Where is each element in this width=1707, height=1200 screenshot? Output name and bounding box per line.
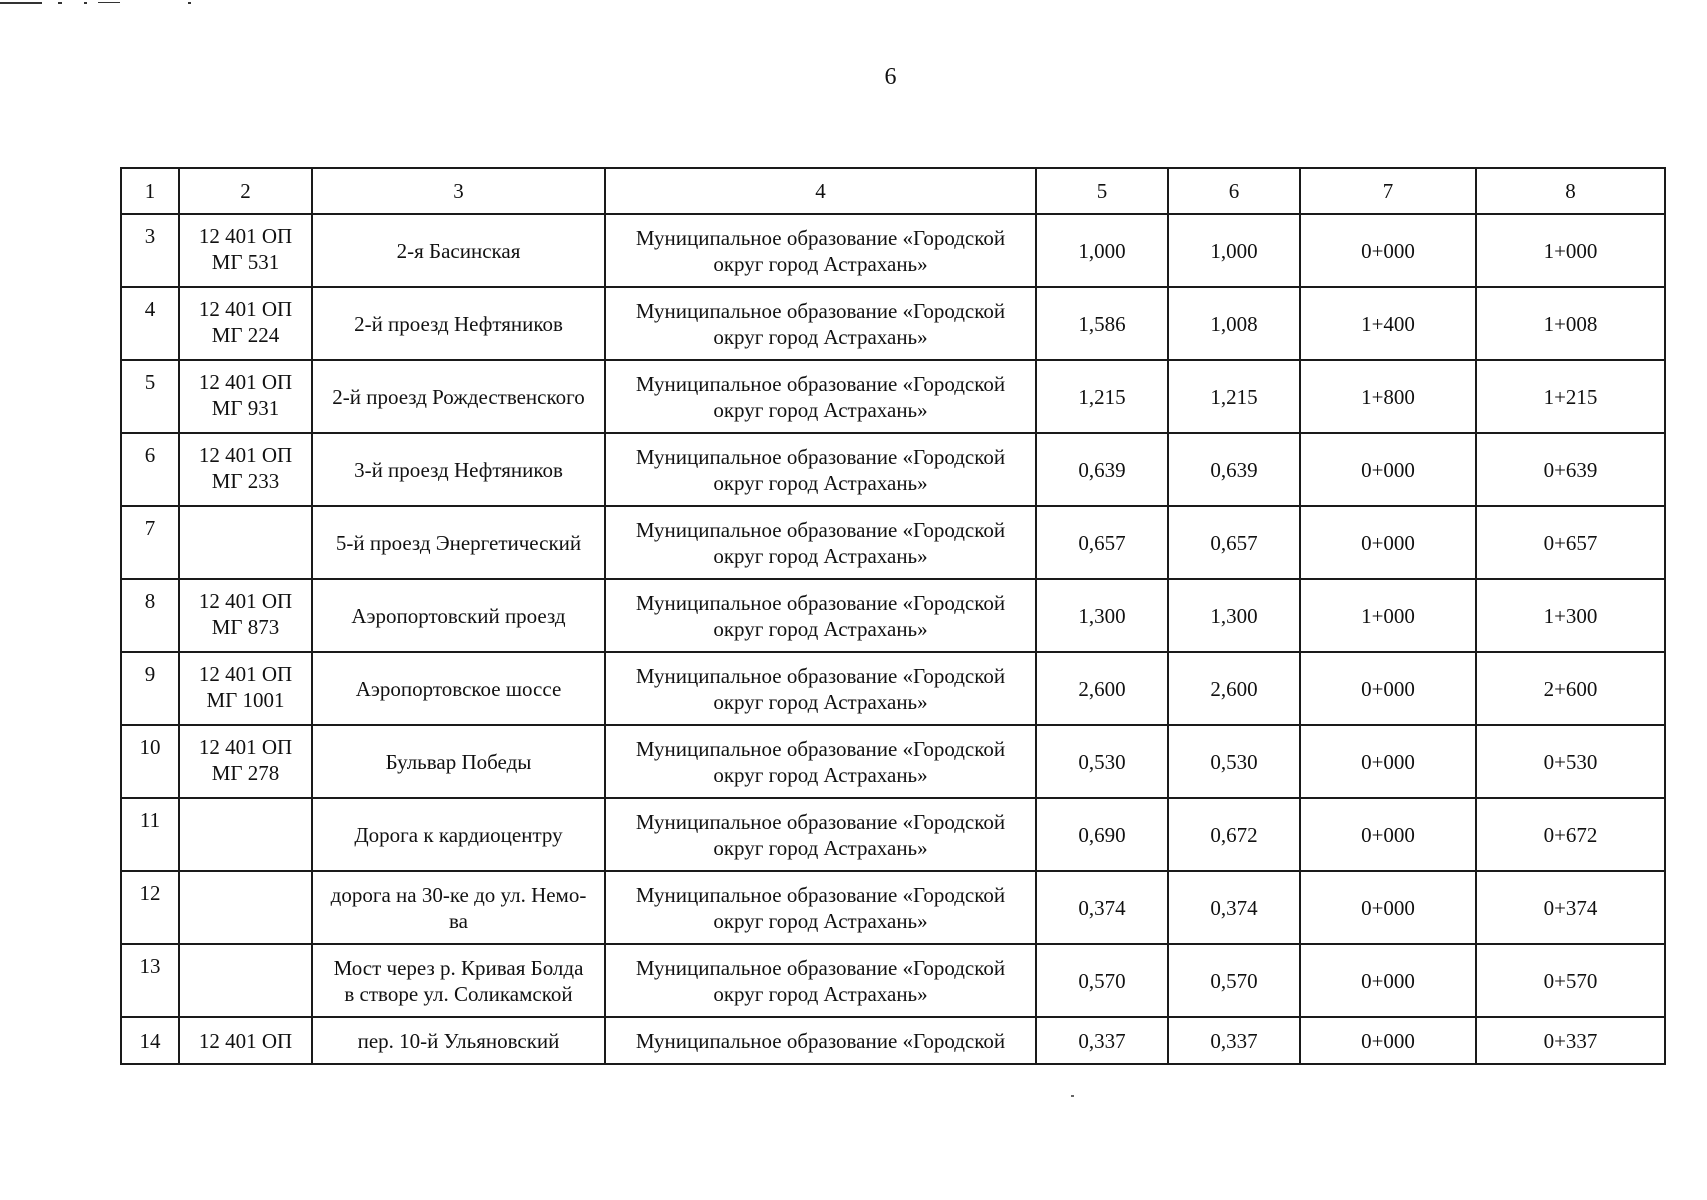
road-code-line: МГ 531 [211, 250, 280, 274]
column-header: 7 [1300, 168, 1476, 214]
road-code-line: 12 401 ОП [198, 1028, 293, 1053]
owner-line: Муниципальное образование «Городской [635, 1028, 1006, 1053]
road-name-line: пер. 10-й Ульяновский [357, 1028, 560, 1053]
road-code-cell [179, 506, 312, 579]
road-name-cell [312, 798, 605, 871]
owner-line: Муниципальное образование «Городской [635, 955, 1006, 980]
road-name-line: 5-й проезд Энергетический [335, 530, 582, 555]
road-name-cell [312, 287, 605, 360]
end-km-cell: 2+600 [1476, 652, 1665, 725]
length-total-cell: 0,337 [1036, 1017, 1168, 1064]
road-name-cell [312, 652, 605, 725]
end-km-cell: 1+000 [1476, 214, 1665, 287]
owner-cell [605, 579, 1036, 652]
page-number: 6 [884, 64, 897, 90]
owner-line: округ город Астрахань» [713, 835, 928, 860]
owner-line: Муниципальное образование «Городской [635, 444, 1006, 469]
road-code-line: 12 401 ОП [198, 224, 293, 248]
end-km-cell: 0+570 [1476, 944, 1665, 1017]
end-km-cell: 0+374 [1476, 871, 1665, 944]
road-code-line: МГ 873 [211, 615, 280, 639]
end-km-cell: 0+530 [1476, 725, 1665, 798]
row-number-cell: 14 [121, 1017, 179, 1064]
length-total-cell: 1,000 [1036, 214, 1168, 287]
road-code-cell [179, 1017, 312, 1064]
owner-line: округ город Астрахань» [713, 251, 928, 276]
length-cell: 0,374 [1168, 871, 1300, 944]
length-total-cell: 0,690 [1036, 798, 1168, 871]
table-row [121, 287, 1665, 360]
road-code-line: МГ 1001 [206, 688, 285, 712]
road-code-cell [179, 287, 312, 360]
road-name-line: Аэропортовское шоссе [355, 676, 562, 701]
road-code-line: МГ 278 [211, 761, 280, 785]
owner-line: Муниципальное образование «Городской [635, 809, 1006, 834]
table-row [121, 360, 1665, 433]
owner-line: Муниципальное образование «Городской [635, 517, 1006, 542]
end-km-cell: 1+215 [1476, 360, 1665, 433]
road-name-line: Бульвар Победы [385, 749, 532, 774]
road-name-cell [312, 433, 605, 506]
row-number-cell: 3 [121, 214, 179, 287]
owner-line: Муниципальное образование «Городской [635, 225, 1006, 250]
road-name-line: Аэропортовский проезд [351, 603, 566, 628]
length-cell: 1,008 [1168, 287, 1300, 360]
column-header: 6 [1168, 168, 1300, 214]
owner-cell [605, 944, 1036, 1017]
end-km-cell: 0+657 [1476, 506, 1665, 579]
road-code-line: 12 401 ОП [198, 735, 293, 759]
length-cell: 1,300 [1168, 579, 1300, 652]
start-km-cell: 1+800 [1300, 360, 1476, 433]
scan-artifact [0, 2, 200, 4]
road-name-cell [312, 944, 605, 1017]
length-cell: 2,600 [1168, 652, 1300, 725]
start-km-cell: 0+000 [1300, 652, 1476, 725]
road-code-cell [179, 798, 312, 871]
road-code-cell [179, 944, 312, 1017]
column-header: 8 [1476, 168, 1665, 214]
road-name-line: Мост через р. Кривая Болда [333, 955, 584, 980]
road-name-line: 2-й проезд Рождественского [332, 384, 585, 409]
start-km-cell: 0+000 [1300, 1017, 1476, 1064]
start-km-cell: 1+400 [1300, 287, 1476, 360]
column-number-header-row [121, 168, 1665, 214]
end-km-cell: 0+639 [1476, 433, 1665, 506]
row-number-cell: 4 [121, 287, 179, 360]
start-km-cell: 0+000 [1300, 433, 1476, 506]
owner-line: Муниципальное образование «Городской [635, 590, 1006, 615]
start-km-cell: 0+000 [1300, 214, 1476, 287]
length-cell: 0,337 [1168, 1017, 1300, 1064]
start-km-cell: 0+000 [1300, 798, 1476, 871]
road-name-cell [312, 579, 605, 652]
start-km-cell: 0+000 [1300, 506, 1476, 579]
end-km-cell: 1+008 [1476, 287, 1665, 360]
owner-line: Муниципальное образование «Городской [635, 882, 1006, 907]
start-km-cell: 1+000 [1300, 579, 1476, 652]
row-number-cell: 5 [121, 360, 179, 433]
road-name-line: ва [449, 908, 468, 933]
road-name-line: 2-й проезд Нефтяников [354, 311, 563, 336]
road-code-line: МГ 233 [211, 469, 280, 493]
road-code-line: 12 401 ОП [198, 443, 293, 467]
table-row [121, 1017, 1665, 1064]
length-total-cell: 2,600 [1036, 652, 1168, 725]
end-km-cell: 0+337 [1476, 1017, 1665, 1064]
road-code-line: МГ 931 [211, 396, 280, 420]
length-total-cell: 0,570 [1036, 944, 1168, 1017]
end-km-cell: 0+672 [1476, 798, 1665, 871]
row-number-cell: 13 [121, 944, 179, 1017]
length-total-cell: 0,374 [1036, 871, 1168, 944]
column-header: 1 [121, 168, 179, 214]
road-code-line: 12 401 ОП [198, 589, 293, 613]
length-cell: 0,639 [1168, 433, 1300, 506]
length-total-cell: 0,639 [1036, 433, 1168, 506]
owner-line: округ город Астрахань» [713, 543, 928, 568]
road-name-line: 2-я Басинская [396, 238, 521, 263]
owner-line: округ город Астрахань» [713, 397, 928, 422]
length-total-cell: 1,586 [1036, 287, 1168, 360]
road-name-cell [312, 360, 605, 433]
owner-cell [605, 652, 1036, 725]
scan-speck [1071, 1095, 1074, 1097]
length-cell: 0,672 [1168, 798, 1300, 871]
road-name-line: в створе ул. Соликамской [344, 981, 573, 1006]
road-code-cell [179, 652, 312, 725]
row-number-cell: 8 [121, 579, 179, 652]
row-number-cell: 7 [121, 506, 179, 579]
start-km-cell: 0+000 [1300, 944, 1476, 1017]
owner-cell [605, 1017, 1036, 1064]
table-row [121, 725, 1665, 798]
start-km-cell: 0+000 [1300, 871, 1476, 944]
length-total-cell: 0,530 [1036, 725, 1168, 798]
table-row [121, 433, 1665, 506]
table-row [121, 944, 1665, 1017]
table-row [121, 798, 1665, 871]
table-row [121, 871, 1665, 944]
table-row [121, 579, 1665, 652]
column-header: 5 [1036, 168, 1168, 214]
owner-line: округ город Астрахань» [713, 324, 928, 349]
road-name-line: Дорога к кардиоцентру [354, 822, 563, 847]
road-name-cell [312, 725, 605, 798]
column-header: 4 [605, 168, 1036, 214]
length-total-cell: 1,300 [1036, 579, 1168, 652]
owner-cell [605, 871, 1036, 944]
road-name-line: 3-й проезд Нефтяников [354, 457, 563, 482]
road-name-cell [312, 214, 605, 287]
owner-cell [605, 287, 1036, 360]
road-code-cell [179, 725, 312, 798]
column-header: 2 [179, 168, 312, 214]
row-number-cell: 12 [121, 871, 179, 944]
road-name-cell [312, 506, 605, 579]
owner-cell [605, 506, 1036, 579]
row-number-cell: 10 [121, 725, 179, 798]
owner-cell [605, 214, 1036, 287]
road-registry-table [120, 167, 1666, 1065]
road-code-cell [179, 433, 312, 506]
road-name-line: дорога на 30-ке до ул. Немо- [330, 882, 587, 907]
table-body [121, 214, 1665, 1064]
end-km-cell: 1+300 [1476, 579, 1665, 652]
owner-line: округ город Астрахань» [713, 689, 928, 714]
row-number-cell: 11 [121, 798, 179, 871]
owner-line: округ город Астрахань» [713, 981, 928, 1006]
road-code-line: 12 401 ОП [198, 662, 293, 686]
road-code-line: 12 401 ОП [198, 297, 293, 321]
owner-cell [605, 360, 1036, 433]
table-row [121, 506, 1665, 579]
road-code-cell [179, 214, 312, 287]
start-km-cell: 0+000 [1300, 725, 1476, 798]
row-number-cell: 6 [121, 433, 179, 506]
road-name-cell [312, 1017, 605, 1064]
length-cell: 1,215 [1168, 360, 1300, 433]
road-code-cell [179, 871, 312, 944]
owner-cell [605, 433, 1036, 506]
column-header: 3 [312, 168, 605, 214]
road-name-cell [312, 871, 605, 944]
table-row [121, 214, 1665, 287]
row-number-cell: 9 [121, 652, 179, 725]
road-code-line: 12 401 ОП [198, 370, 293, 394]
length-cell: 1,000 [1168, 214, 1300, 287]
road-code-cell [179, 579, 312, 652]
length-cell: 0,530 [1168, 725, 1300, 798]
table-row [121, 652, 1665, 725]
owner-line: Муниципальное образование «Городской [635, 371, 1006, 396]
owner-line: округ город Астрахань» [713, 762, 928, 787]
length-cell: 0,657 [1168, 506, 1300, 579]
length-total-cell: 0,657 [1036, 506, 1168, 579]
owner-line: Муниципальное образование «Городской [635, 736, 1006, 761]
owner-line: округ город Астрахань» [713, 470, 928, 495]
owner-line: Муниципальное образование «Городской [635, 298, 1006, 323]
owner-line: округ город Астрахань» [713, 908, 928, 933]
road-code-line: МГ 224 [211, 323, 280, 347]
owner-cell [605, 725, 1036, 798]
length-total-cell: 1,215 [1036, 360, 1168, 433]
owner-line: округ город Астрахань» [713, 616, 928, 641]
road-code-cell [179, 360, 312, 433]
length-cell: 0,570 [1168, 944, 1300, 1017]
owner-line: Муниципальное образование «Городской [635, 663, 1006, 688]
owner-cell [605, 798, 1036, 871]
